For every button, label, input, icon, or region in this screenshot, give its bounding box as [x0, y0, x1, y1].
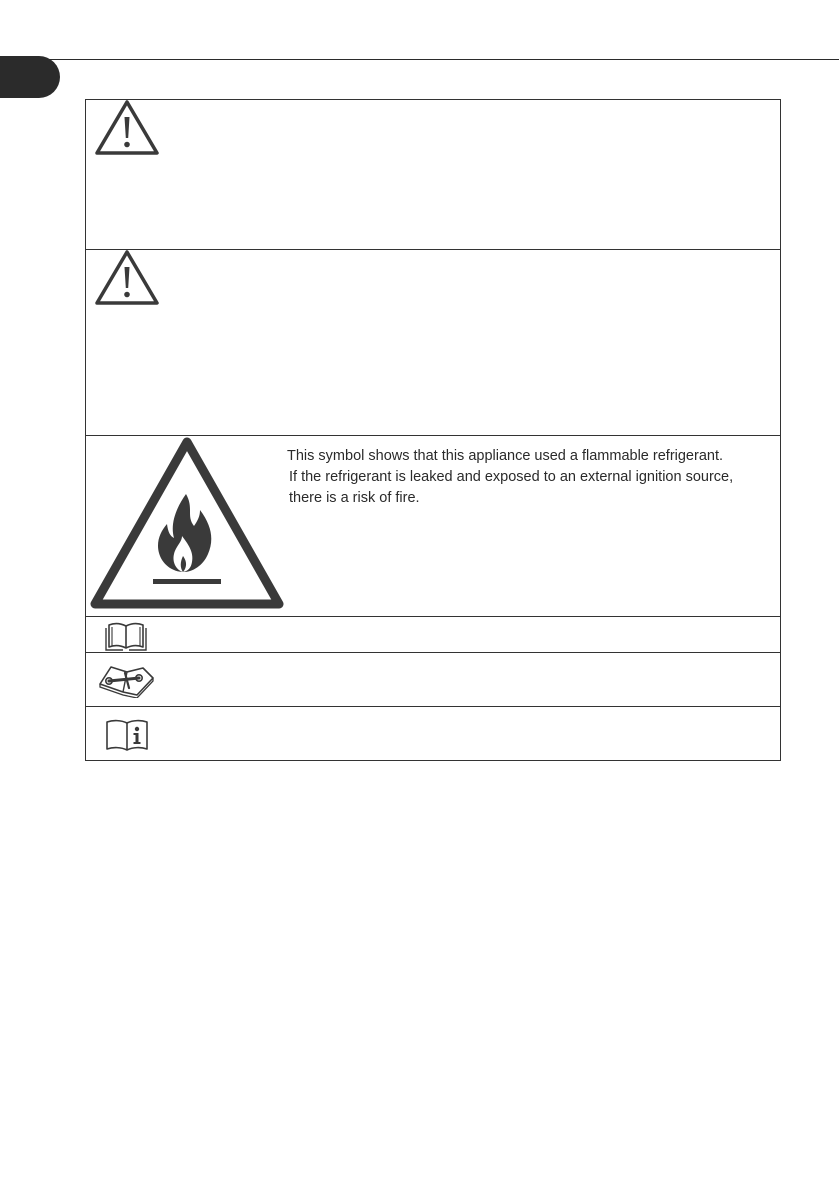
flammable-notice	[283, 446, 781, 509]
flammable-refrigerant-icon	[90, 436, 284, 612]
service-manual-icon	[97, 664, 155, 698]
warning-triangle-icon	[95, 100, 159, 156]
warning-row-1	[86, 100, 780, 250]
warning-row-2	[86, 250, 780, 436]
header-rule	[0, 59, 839, 60]
information-manual-icon	[105, 719, 149, 751]
manual-row	[86, 617, 780, 653]
flammable-notice-line-2: If the refrigerant is leaked and exposed to an external ignition source,	[289, 469, 734, 485]
page-tab	[0, 56, 60, 98]
info-row	[86, 707, 780, 760]
symbol-table	[85, 99, 781, 761]
warning-triangle-icon	[95, 250, 159, 306]
flammable-notice-line-1: This symbol shows that this appliance used a flammable refrigerant.	[287, 448, 724, 464]
read-manual-icon	[105, 621, 147, 651]
flammable-row	[86, 436, 780, 617]
flammable-notice-line-3: there is a risk of fire.	[289, 490, 420, 506]
service-row	[86, 653, 780, 707]
